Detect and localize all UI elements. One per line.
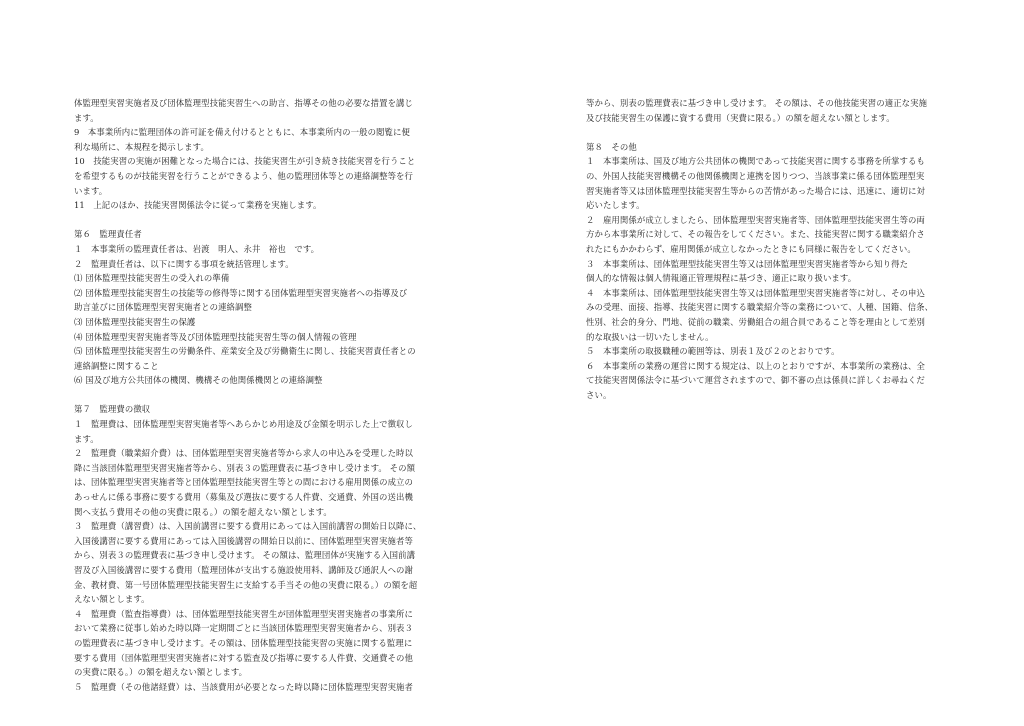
left-text-line: えない額とします。 bbox=[74, 594, 150, 605]
left-text-line: 11 上記のほか、技能実習関係法令に従って業務を実施します。 bbox=[74, 200, 322, 211]
left-text-line: おいて業務に従事し始めた時以降一定期間ごとに当該団体監理型実習実施者から、別表３ bbox=[74, 623, 413, 634]
left-text-line: ２ 監理費（職業紹介費）は、団体監理型実習実施者等から求人の申込みを受理した時以 bbox=[74, 448, 413, 459]
right-text-line: ３ 本事業所は、団体監理型技能実習生等又は団体監理型実習実施者等から知り得た bbox=[586, 258, 909, 269]
right-text-line: 応いたします。 bbox=[586, 200, 645, 211]
right-text-line: れたにもかかわらず、雇用関係が成立しなかったときにも同様に報告をしてください。 bbox=[586, 243, 916, 254]
right-text-line: 第８ その他 bbox=[586, 141, 637, 152]
left-text-line: 入国後講習に要する費用にあっては入国後講習の開始日以前に、団体監理型実習実施者等 bbox=[74, 535, 413, 546]
left-text-line: １ 本事業所の監理責任者は、岩渡 明人、永井 裕也 です。 bbox=[74, 243, 320, 254]
right-text-line: 及び技能実習生の保護に資する費用（実費に限る。）の額を超えない額とします。 bbox=[586, 112, 895, 123]
left-text-line: ⑶ 団体監理型技能実習生の保護 bbox=[74, 316, 196, 327]
left-text-line: ５ 監理費（その他諸経費）は、当該費用が必要となった時以降に団体監理型実習実施者 bbox=[74, 681, 413, 692]
left-text-line: から、別表３の監理費表に基づき申し受けます。 その額は、監理団体が実施する入国前講 bbox=[74, 550, 416, 561]
left-text-line: 連絡調整に関すること bbox=[74, 360, 159, 371]
left-text-line: ２ 監理責任者は、以下に関する事項を統括管理します。 bbox=[74, 258, 294, 269]
left-text-line: 助言並びに団体監理型実習実施者との連絡調整 bbox=[74, 302, 252, 313]
left-text-line: ⑹ 国及び地方公共団体の機関、機構その他関係機関との連絡調整 bbox=[74, 375, 323, 386]
left-text-line bbox=[74, 213, 446, 228]
left-text-line: 関へ支払う費用その他の実費に限る。）の額を超えない額とします。 bbox=[74, 506, 332, 517]
left-text-line: 利な場所に、本規程を掲示します。 bbox=[74, 141, 209, 152]
right-text-line: 習実施者等又は団体監理型技能実習生等からの苦情があった場合には、迅速に、適切に対 bbox=[586, 185, 925, 196]
left-text-line: ３ 監理費（講習費）は、入国前講習に要する費用にあっては入国前講習の開始日以降に、 bbox=[74, 521, 422, 532]
left-text-line: ⑴ 団体監理型技能実習生の受入れの準備 bbox=[74, 273, 230, 284]
left-text-line: 体監理型実習実施者及び団体監理型技能実習生への助言、指導その他の必要な措置を講じ bbox=[74, 98, 413, 108]
left-text-line: 金、教材費、第一号団体監理型技能実習生に支給する手当その他の実費に限る。）の額を超 bbox=[74, 579, 418, 590]
left-text-line: ４ 監理費（監査指導費）は、団体監理型技能実習生が団体監理型実習実施者の事業所に bbox=[74, 608, 413, 619]
left-text-line: ます。 bbox=[74, 433, 99, 444]
left-text-line: の監理費表に基づき申し受けます。その額は、団体監理型技能実習の実施に関する監理に bbox=[74, 637, 413, 648]
right-text-line: ２ 雇用関係が成立しましたら、団体監理型実習実施者等、団体監理型技能実習生等の両 bbox=[586, 214, 925, 225]
right-text-line: 個人的な情報は個人情報適正管理規程に基づき、適正に取り扱います。 bbox=[586, 273, 857, 284]
right-text-line: ４ 本事業所は、団体監理型技能実習生等又は団体監理型実習実施者等に対し、その申込 bbox=[586, 287, 925, 298]
right-column bbox=[586, 96, 956, 402]
left-text-line: ⑵ 団体監理型技能実習生の技能等の修得等に関する団体監理型実習実施者への指導及び bbox=[74, 287, 408, 298]
left-text-line: あっせんに係る事務に要する費用（募集及び選抜に要する人件費、交通費、外国の送出機 bbox=[74, 492, 413, 503]
right-text-line: １ 本事業所は、国及び地方公共団体の機関であって技能実習に関する事務を所掌するも bbox=[586, 156, 925, 167]
right-text-line: 方から本事業所に対して、その報告をしてください。また、技能実習に関する職業紹介さ bbox=[586, 229, 925, 240]
left-text-line: 9 本事業所内に監理団体の許可証を備え付けるとともに、本事業所内の一般の閲覧に便 bbox=[74, 127, 410, 138]
left-text-line: の実費に限る。）の額を超えない額とします。 bbox=[74, 667, 248, 678]
right-text-line: の、外国人技能実習機構その他関係機関と連携を図りつつ、当該事業に係る団体監理型実 bbox=[586, 170, 925, 181]
left-text-line: 要する費用（団体監理型実習実施者に対する監査及び指導に要する人件費、交通費その他 bbox=[74, 652, 413, 663]
left-column bbox=[74, 96, 446, 694]
right-text-line: ６ 本事業所の業務の運営に関する規定は、以上のとおりですが、本事業所の業務は、全 bbox=[586, 360, 925, 371]
left-text-line: 降に当該団体監理型実習実施者等から、別表３の監理費表に基づき申し受けます。 その額 bbox=[74, 462, 416, 473]
left-text-line: 第６ 監理責任者 bbox=[74, 229, 142, 240]
right-text-line: 等から、別表の監理費表に基づき申し受けます。 その額は、その他技能実習の適正な実施 bbox=[586, 98, 928, 108]
right-text-line: 性別、社会的身分、門地、従前の職業、労働組合の組合員であること等を理由として差別 bbox=[586, 316, 925, 327]
left-text-line: を希望するものが技能実習を行うことができるよう、他の監理団体等との連絡調整等を行 bbox=[74, 170, 413, 181]
left-text-line: 10 技能実習の実施が困難となった場合には、技能実習生が引き続き技能実習を行うこと bbox=[74, 156, 416, 167]
right-text-line: みの受理、面接、指導、技能実習に関する職業紹介等の業務について、人種、国籍、信条、 bbox=[586, 302, 934, 313]
left-text-line: います。 bbox=[74, 185, 108, 196]
left-text-line: 習及び入国後講習に要する費用（監理団体が支出する施設使用料、講師及び通訳人への謝 bbox=[74, 565, 413, 575]
right-text-line: さい。 bbox=[586, 389, 612, 400]
left-text-line: ⑷ 団体監理型実習実施者等及び団体監理型技能実習生等の個人情報の管理 bbox=[74, 331, 357, 342]
right-text-line: 的な取扱いは一切いたしません。 bbox=[586, 331, 714, 342]
left-text-line: ます。 bbox=[74, 112, 99, 123]
right-text-line bbox=[586, 125, 956, 140]
right-text-line: て技能実習関係法令に基づいて運営されますので、御不審の点は係員に詳しくお尋ねくだ bbox=[586, 375, 925, 386]
left-text-line bbox=[74, 388, 446, 403]
left-text-line: １ 監理費は、団体監理型実習実施者等へあらかじめ用途及び金額を明示した上で徴収し bbox=[74, 419, 413, 430]
left-text-line: 第７ 監理費の徴収 bbox=[74, 404, 151, 415]
left-text-line: ⑸ 団体監理型技能実習生の労働条件、産業安全及び労働衛生に関し、技能実習責任者との bbox=[74, 346, 416, 357]
left-text-line: は、団体監理型実習実施者等と団体監理型技能実習生等との間における雇用関係の成立の bbox=[74, 477, 413, 488]
right-text-line: ５ 本事業所の取扱職種の範囲等は、別表１及び２のとおりです。 bbox=[586, 346, 840, 357]
